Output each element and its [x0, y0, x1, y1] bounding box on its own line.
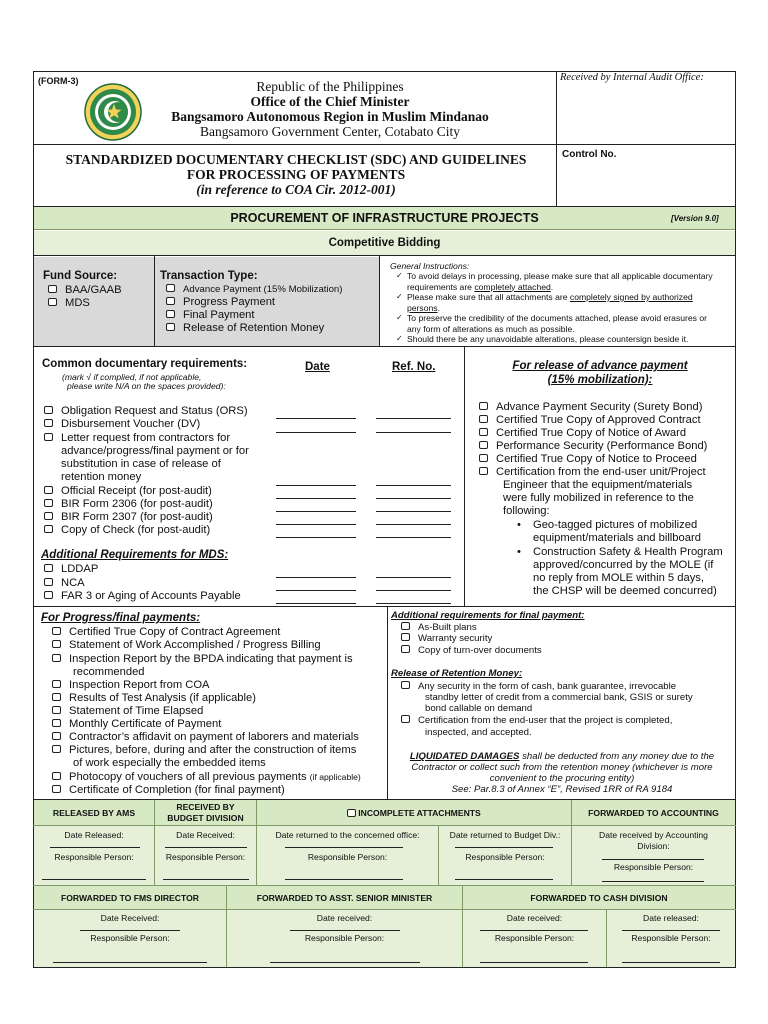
ref-blank[interactable]: [376, 485, 451, 486]
req-letter[interactable]: [44, 432, 230, 445]
checkbox[interactable]: [52, 745, 61, 753]
retention-certification[interactable]: [401, 715, 672, 726]
instruction-item: [407, 324, 732, 335]
requirement-label: Certified True Copy of Contract Agreement: [69, 626, 281, 638]
checkbox[interactable]: [44, 525, 53, 533]
checkbox[interactable]: [52, 785, 61, 793]
checkbox[interactable]: [347, 809, 356, 817]
checkbox[interactable]: [52, 772, 61, 780]
prog-inspection-bpda-cont: recommended: [73, 666, 145, 678]
if-applicable-note: (if applicable): [309, 772, 361, 782]
requirement-label: Advance Payment Security (Surety Bond): [496, 401, 703, 413]
checkbox[interactable]: [401, 622, 410, 630]
header-line: BUDGET DIVISION: [167, 812, 244, 823]
adv-certification-cont1: Engineer that the equipment/materials: [503, 479, 693, 491]
bullet-text: Construction Safety & Health Program: [533, 546, 723, 558]
field-line: Date received by Accounting: [599, 830, 708, 840]
requirement-label: BIR Form 2307 (for post-audit): [61, 511, 213, 523]
adv-bullet-chsp: [533, 546, 723, 559]
incomplete-attachments-header[interactable]: [257, 808, 571, 819]
ref-blank[interactable]: [376, 590, 451, 591]
form-id: (FORM-3): [38, 76, 79, 86]
date-received-blank[interactable]: [80, 930, 180, 931]
checkbox[interactable]: [52, 693, 61, 701]
common-requirements-title: Common documentary requirements:: [42, 358, 248, 370]
final-turnover-documents[interactable]: [401, 645, 542, 656]
header-label: INCOMPLETE ATTACHMENTS: [358, 808, 481, 818]
responsible-person-label: Responsible Person:: [54, 852, 134, 862]
requirement-label: Obligation Request and Status (ORS): [61, 405, 248, 417]
responsible-person-blank[interactable]: [285, 879, 403, 880]
final-payment-requirements-title: Additional requirements for final payment:: [391, 610, 585, 621]
date-blank[interactable]: [276, 537, 356, 538]
prog-inspection-coa[interactable]: [52, 679, 210, 692]
instruction-text: Should there be any unavoidable alterations, please countersign beside it.: [407, 334, 689, 344]
ref-blank[interactable]: [376, 498, 451, 499]
requirement-label: Warranty security: [418, 633, 493, 644]
header-office: Office of the Chief Minister: [250, 94, 410, 109]
instruction-item: [407, 303, 732, 314]
liquidated-line: Contractor or collect such from the retention money (whichever is more: [411, 762, 713, 773]
requirement-label: Any security in the form of cash, bank guarantee, irrevocable: [418, 681, 677, 692]
date-received-field: Date Received:: [176, 830, 235, 840]
checkbox[interactable]: [166, 310, 175, 318]
checkbox[interactable]: [166, 284, 175, 292]
requirement-label: Statement of Time Elapsed: [69, 705, 204, 717]
option-label: BAA/GAAB: [65, 284, 122, 296]
req-nca[interactable]: [44, 577, 85, 590]
date-returned-office-blank[interactable]: [285, 847, 403, 848]
adv-bullet-chsp-cont1: approved/concurred by the MOLE (if: [533, 559, 714, 571]
transaction-option-advance[interactable]: [166, 284, 342, 295]
checkbox[interactable]: [166, 297, 175, 305]
instruction-text: To preserve the credibility of the documents attached, please avoid erasures or: [407, 313, 707, 323]
retention-security-cont2: bond callable on demand: [425, 703, 533, 714]
responsible-person-blank[interactable]: [270, 962, 420, 963]
liquidated-damages-note: [389, 751, 735, 795]
adv-approved-contract[interactable]: [479, 414, 701, 427]
instruction-item: [396, 313, 732, 324]
req-dv[interactable]: [44, 418, 200, 431]
checkbox[interactable]: [166, 323, 175, 331]
prog-inspection-bpda[interactable]: [52, 653, 353, 666]
liquidated-line: See: Par.8.3 of Annex “E”, Revised 1RR of RA 9184: [451, 784, 673, 795]
checkbox[interactable]: [52, 719, 61, 727]
option-label: MDS: [65, 297, 90, 309]
adv-bullet-geotag: [533, 519, 697, 532]
responsible-person-label: Responsible Person:: [304, 933, 385, 943]
liquidated-line: [389, 751, 735, 762]
advance-payment-title: [466, 360, 734, 387]
form-title-line2: FOR PROCESSING OF PAYMENTS: [186, 167, 406, 182]
ref-blank[interactable]: [376, 577, 451, 578]
final-warranty-security[interactable]: [401, 633, 492, 644]
liquidated-text: shall be deducted from any money due to the: [519, 751, 715, 762]
date-blank[interactable]: [276, 511, 356, 512]
date-released-blank[interactable]: [622, 930, 720, 931]
checkbox[interactable]: [401, 645, 410, 653]
checkbox[interactable]: [44, 406, 53, 414]
adv-certification-cont2: were fully mobilized in reference to the: [503, 492, 694, 504]
instruction-text: To avoid delays in processing, please make sure that all applicable documentary: [407, 271, 713, 281]
adv-bullet-geotag-cont: equipment/materials and billboard: [533, 532, 701, 544]
checkbox[interactable]: [479, 402, 488, 410]
option-label: Progress Payment: [183, 296, 276, 308]
transaction-option-final[interactable]: [166, 309, 255, 322]
adv-bullet-chsp-cont2: no reply from MOLE within 5 days,: [533, 572, 704, 584]
released-by-ams-header: RELEASED BY AMS: [52, 808, 136, 818]
date-blank[interactable]: [276, 432, 356, 433]
ref-blank[interactable]: [376, 524, 451, 525]
form-title-line3: (in reference to COA Cir. 2012-001): [196, 182, 396, 197]
responsible-person-label: Responsible Person:: [465, 852, 545, 862]
requirement-label: As-Built plans: [418, 622, 477, 633]
req-bir2306[interactable]: [44, 498, 213, 511]
responsible-person-blank[interactable]: [42, 879, 146, 880]
checkbox[interactable]: [479, 454, 488, 462]
advance-title-line: (15% mobilization):: [547, 373, 653, 386]
checkmark-icon: ✓: [396, 313, 403, 322]
requirement-label: Results of Test Analysis (if applicable): [69, 692, 256, 704]
checkbox[interactable]: [44, 499, 53, 507]
instruction-item: [396, 271, 732, 282]
checkbox[interactable]: [48, 298, 57, 306]
field-line: Division:: [637, 840, 670, 851]
prog-certificate-completion[interactable]: [52, 784, 285, 797]
ref-blank[interactable]: [376, 603, 451, 604]
requirement-label: Certification from the end-user that the project is completed,: [418, 715, 673, 726]
requirement-label: Certified True Copy of Notice to Proceed: [496, 453, 697, 465]
checkmark-icon: ✓: [396, 292, 403, 301]
header-region: Bangsamoro Autonomous Region in Muslim Mindanao: [171, 109, 489, 124]
checkbox[interactable]: [52, 680, 61, 688]
prog-time-elapsed[interactable]: [52, 705, 203, 718]
received-by-budget-header: [155, 802, 256, 823]
instruction-item: [407, 282, 732, 293]
responsible-person-blank[interactable]: [455, 879, 553, 880]
requirement-label: Letter request from contractors for: [61, 432, 231, 444]
instruction-item: [396, 334, 732, 345]
checkbox[interactable]: [44, 512, 53, 520]
requirement-label: Certification from the end-user unit/Project: [496, 466, 706, 478]
instruction-text: any form of alterations as much as possible.: [407, 323, 575, 334]
option-label: Release of Retention Money: [183, 322, 325, 334]
date-blank[interactable]: [276, 485, 356, 486]
forwarded-accounting-header: FORWARDED TO ACCOUNTING: [588, 808, 719, 818]
date-returned-budget-field: Date returned to Budget Div.:: [449, 830, 561, 840]
requirement-label: Statement of Work Accomplished / Progress Billing: [69, 639, 321, 651]
control-no-label: Control No.: [562, 149, 617, 160]
advance-title-line: For release of advance payment: [512, 360, 688, 372]
responsible-person-blank[interactable]: [480, 962, 588, 963]
requirement-label: BIR Form 2306 (for post-audit): [61, 498, 213, 510]
requirement-label: Performance Security (Performance Bond): [496, 440, 708, 452]
retention-security[interactable]: [401, 681, 676, 692]
date-received-blank[interactable]: [480, 930, 588, 931]
responsible-person-label: Responsible Person:: [165, 852, 246, 862]
retention-certification-cont: inspected, and accepted.: [425, 727, 532, 738]
checkbox[interactable]: [52, 706, 61, 714]
instruction-emphasis: completely signed by authorized: [569, 292, 693, 302]
requirement-label: LDDAP: [61, 563, 99, 575]
liquidated-bold: LIQUIDATED DAMAGES: [409, 751, 520, 762]
requirement-label: Certified True Copy of Approved Contract: [496, 414, 701, 426]
checkbox[interactable]: [52, 654, 61, 662]
date-released-field: Date released:: [643, 913, 699, 923]
req-letter-cont1: advance/progress/final payment or for: [61, 445, 249, 457]
adv-bullet-chsp-cont3: the CHSP will be deemed concurred): [533, 585, 717, 597]
checkbox[interactable]: [52, 732, 61, 740]
checkmark-icon: ✓: [396, 271, 403, 280]
transaction-option-retention[interactable]: [166, 322, 324, 335]
checkbox[interactable]: [401, 633, 410, 641]
responsible-person-blank[interactable]: [53, 962, 207, 963]
forwarded-fms-director-header: FORWARDED TO FMS DIRECTOR: [61, 893, 199, 903]
checkbox[interactable]: [479, 415, 488, 423]
date-blank[interactable]: [276, 418, 356, 419]
date-blank[interactable]: [276, 577, 356, 578]
competitive-bidding-label: Competitive Bidding: [328, 237, 441, 249]
requirement-label: Copy of Check (for post-audit): [61, 524, 211, 536]
prog-contract-agreement[interactable]: [52, 626, 280, 639]
prog-monthly-certificate[interactable]: [52, 718, 221, 731]
date-received-blank[interactable]: [290, 930, 400, 931]
responsible-person-label: Responsible Person:: [631, 933, 711, 943]
fund-source-option-mds[interactable]: [48, 297, 90, 310]
requirement-label: Official Receipt (for post-audit): [61, 485, 212, 497]
transaction-option-progress[interactable]: [166, 296, 275, 309]
instruction-emphasis: completely attached: [474, 281, 551, 292]
checkbox[interactable]: [44, 591, 53, 599]
instruction-item: [396, 292, 732, 303]
date-released-field: Date Released:: [64, 830, 124, 840]
checkbox[interactable]: [44, 486, 53, 494]
checkbox[interactable]: [401, 681, 410, 689]
option-label: Final Payment: [183, 309, 255, 321]
requirement-label: Contractor’s affidavit on payment of laborers and materials: [69, 731, 359, 743]
forwarded-cash-division-header: FORWARDED TO CASH DIVISION: [530, 893, 668, 903]
general-instructions-title: General Instructions:: [390, 261, 470, 271]
procurement-title: PROCUREMENT OF INFRASTRUCTURE PROJECTS: [230, 211, 539, 225]
bullet-text: Geo-tagged pictures of mobilized: [533, 519, 698, 531]
date-received-accounting-field: [572, 830, 735, 851]
responsible-person-blank[interactable]: [163, 879, 249, 880]
general-instructions-list: [396, 271, 732, 345]
adv-surety-bond[interactable]: [479, 401, 702, 414]
requirement-label: Inspection Report by the BPDA indicating that payment is: [69, 653, 353, 665]
transaction-type-label: Transaction Type:: [160, 270, 258, 282]
date-returned-office-field: Date returned to the concerned office:: [275, 830, 420, 840]
prog-work-accomplished[interactable]: [52, 639, 321, 652]
date-received-blank[interactable]: [165, 847, 247, 848]
checkbox[interactable]: [52, 640, 61, 648]
instruction-text: .: [437, 302, 440, 313]
requirement-label: Disbursement Voucher (DV): [61, 418, 201, 430]
req-lddap[interactable]: [44, 563, 98, 576]
responsible-person-label: Responsible Person:: [90, 933, 170, 943]
instruction-text: requirements are: [407, 281, 475, 292]
date-blank[interactable]: [276, 524, 356, 525]
requirement-label: Pictures, before, during and after the construction of items: [69, 744, 357, 756]
ref-blank[interactable]: [376, 511, 451, 512]
requirement-label: Certificate of Completion (for final payment): [69, 784, 285, 796]
responsible-person-label: Responsible Person:: [613, 862, 694, 872]
checkbox[interactable]: [44, 564, 53, 572]
req-far3[interactable]: [44, 590, 241, 603]
requirement-label: Photocopy of vouchers of all previous payments: [69, 771, 307, 783]
ref-blank[interactable]: [376, 537, 451, 538]
instruction-text: Please make sure that all attachments are: [407, 292, 570, 302]
final-as-built-plans[interactable]: [401, 622, 477, 633]
adv-performance-security[interactable]: [479, 440, 707, 453]
responsible-person-label: Responsible Person:: [307, 852, 388, 862]
checkbox[interactable]: [401, 715, 410, 723]
req-letter-cont2: substitution in case of release of: [61, 458, 221, 470]
ref-no-column-header: Ref. No.: [392, 361, 436, 373]
date-blank[interactable]: [276, 498, 356, 499]
requirement-label: NCA: [61, 577, 85, 589]
date-received-field: Date Received:: [100, 913, 160, 923]
date-released-blank[interactable]: [50, 847, 140, 848]
responsible-person-blank[interactable]: [602, 881, 704, 882]
form-title-line1: STANDARDIZED DOCUMENTARY CHECKLIST (SDC) AND GUIDELINES: [65, 152, 527, 167]
date-blank[interactable]: [276, 590, 356, 591]
ref-blank[interactable]: [376, 418, 451, 419]
date-column-header: Date: [305, 361, 330, 373]
requirement-label: Certified True Copy of Notice of Award: [496, 427, 687, 439]
retention-security-cont1: standby letter of credit from a commercial bank, GSIS or surety: [425, 692, 693, 703]
instruction-emphasis: persons: [407, 302, 438, 313]
mds-requirements-title: Additional Requirements for MDS:: [41, 549, 229, 561]
checkmark-icon: ✓: [396, 334, 403, 343]
header-republic: Republic of the Philippines: [256, 79, 404, 94]
req-check[interactable]: [44, 524, 210, 537]
bangsamoro-seal-logo: [84, 83, 142, 141]
adv-notice-award[interactable]: [479, 427, 686, 440]
date-returned-budget-blank[interactable]: [455, 847, 553, 848]
instruction-text: .: [550, 281, 554, 292]
adv-certification-cont3: following:: [503, 505, 550, 517]
prog-test-analysis[interactable]: [52, 692, 256, 705]
date-blank[interactable]: [276, 603, 356, 604]
retention-money-title: Release of Retention Money:: [391, 668, 523, 679]
header-address: Bangsamoro Government Center, Cotabato City: [199, 124, 461, 139]
checkbox[interactable]: [479, 467, 488, 475]
responsible-person-label: Responsible Person:: [494, 933, 575, 943]
prog-contractor-affidavit[interactable]: [52, 731, 359, 744]
forwarded-asst-senior-minister-header: FORWARDED TO ASST. SENIOR MINISTER: [256, 893, 433, 903]
requirement-label: Copy of turn-over documents: [418, 645, 542, 656]
checkbox[interactable]: [44, 433, 53, 441]
requirement-label: Inspection Report from COA: [69, 679, 210, 691]
date-received-field: Date received:: [316, 913, 373, 923]
checkbox[interactable]: [479, 441, 488, 449]
date-received-field: Date received:: [506, 913, 563, 923]
option-label: Advance Payment (15% Mobilization): [183, 284, 343, 295]
responsible-person-blank[interactable]: [622, 962, 720, 963]
liquidated-line: convenient to the procuring entity): [489, 773, 635, 784]
req-bir2307[interactable]: [44, 511, 213, 524]
fund-source-label: Fund Source:: [43, 270, 118, 282]
fund-source-option-baa[interactable]: [48, 284, 122, 297]
req-ors[interactable]: [44, 405, 248, 418]
header-line: RECEIVED BY: [176, 802, 235, 812]
requirement-label: Monthly Certificate of Payment: [69, 718, 222, 730]
checkbox[interactable]: [44, 419, 53, 427]
requirement-label: FAR 3 or Aging of Accounts Payable: [61, 590, 241, 602]
version-label: [Version 9.0]: [671, 214, 719, 223]
prog-pictures-cont: of work especially the embedded items: [73, 757, 266, 769]
checkbox[interactable]: [48, 285, 57, 293]
checkbox[interactable]: [52, 627, 61, 635]
common-requirements-note2: please write N/A on the spaces provided):: [67, 381, 226, 391]
common-requirements-note1: (mark √ if complied, if not applicable,: [62, 372, 202, 382]
req-letter-cont3: retention money: [61, 471, 142, 483]
received-by-audit-label: Received by Internal Audit Office:: [560, 72, 704, 83]
prog-photocopy-vouchers[interactable]: [52, 771, 361, 784]
progress-payments-title: For Progress/final payments:: [41, 612, 201, 624]
ref-blank[interactable]: [376, 432, 451, 433]
req-or[interactable]: [44, 485, 212, 498]
checkbox[interactable]: [44, 578, 53, 586]
prog-pictures[interactable]: [52, 744, 356, 757]
date-received-accounting-blank[interactable]: [602, 859, 704, 860]
adv-certification[interactable]: [479, 466, 706, 479]
checkbox[interactable]: [479, 428, 488, 436]
adv-notice-proceed[interactable]: [479, 453, 697, 466]
